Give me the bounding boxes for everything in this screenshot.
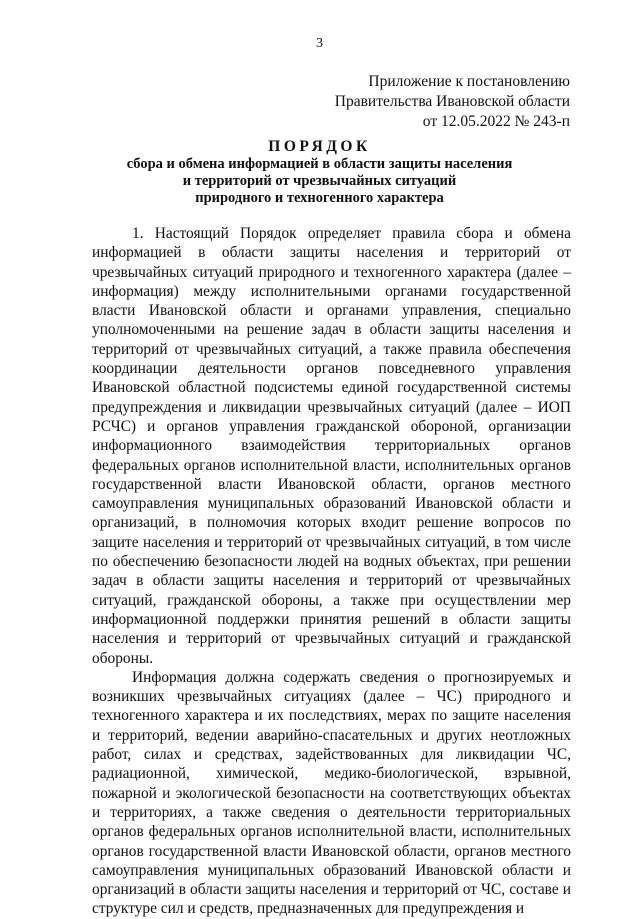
document-title: ПОРЯДОК xyxy=(268,138,371,155)
appendix-line-2: Правительства Ивановской области xyxy=(334,93,570,110)
body-paragraph-1: 1. Настоящий Порядок определяет правила сбора и обмена информацией в области защиты населения и территорий от чрезвычайных ситуаций природного и техногенного характера (далее – информация) между исполнительными органами государственной власти Ивановской области и органами управления, специально уполномоченными на решение задач в области защиты населения и территорий от чрезвычайных ситуаций, а также правила обеспечения координации деятельности органов повседневного управления Ивановской областной подсистемы единой государственной системы предупреждения и ликвидации чрезвычайных ситуаций (далее – ИОП РСЧС) и органов управления гражданской обороной, организации информационного взаимодействия территориальных органов федеральных органов исполнительной власти, исполнительных органов государственной власти Ивановской области, органов местного самоуправления муниципальных образований Ивановской области и организаций, в полномочия которых входит решение вопросов по защите населения и территорий от чрезвычайных ситуаций, в том числе по обеспечению безопасности людей на водных объектах, при решении задач в области защиты населения и территорий от чрезвычайных ситуаций, гражданской обороны, а также при осуществлении мер информационной поддержки принятия решений в области защиты населения и территорий от чрезвычайных ситуаций и гражданской обороны. xyxy=(92,225,571,667)
body-paragraph-2: Информация должна содержать сведения о прогнозируемых и возникших чрезвычайных ситуациях (далее – ЧС) природного и техногенного характера и их последствиях, мерах по защите населения и территорий, ведении аварийно-спасательных и других неотложных работ, силах и средствах, задействованных для ликвидации ЧС, радиационной, химической, медико-биологической, взрывной, пожарной и экологической безопасности на соответствующих объектах и территориях, а также сведения о деятельности территориальных органов федеральных органов исполнительной власти, исполнительных органов государственной власти Ивановской области, органов местного самоуправления муниципальных образований Ивановской области и организаций в области защиты населения и территорий от ЧС, составе и структуре сил и средств, предназначенных для предупреждения и xyxy=(92,668,571,918)
subtitle-line-1: сбора и обмена информацией в области защиты населения xyxy=(126,156,513,172)
appendix-line-1: Приложение к постановлению xyxy=(368,73,570,90)
subtitle-line-2: и территорий от чрезвычайных ситуаций xyxy=(182,173,457,189)
document-subtitle xyxy=(0,156,639,207)
title-block xyxy=(0,137,639,207)
page-number: 3 xyxy=(316,36,323,51)
document-body xyxy=(92,224,571,919)
subtitle-line-3: природного и техногенного характера xyxy=(195,190,444,206)
appendix-header xyxy=(335,72,570,132)
appendix-line-3: от 12.05.2022 № 243-п xyxy=(422,113,570,130)
